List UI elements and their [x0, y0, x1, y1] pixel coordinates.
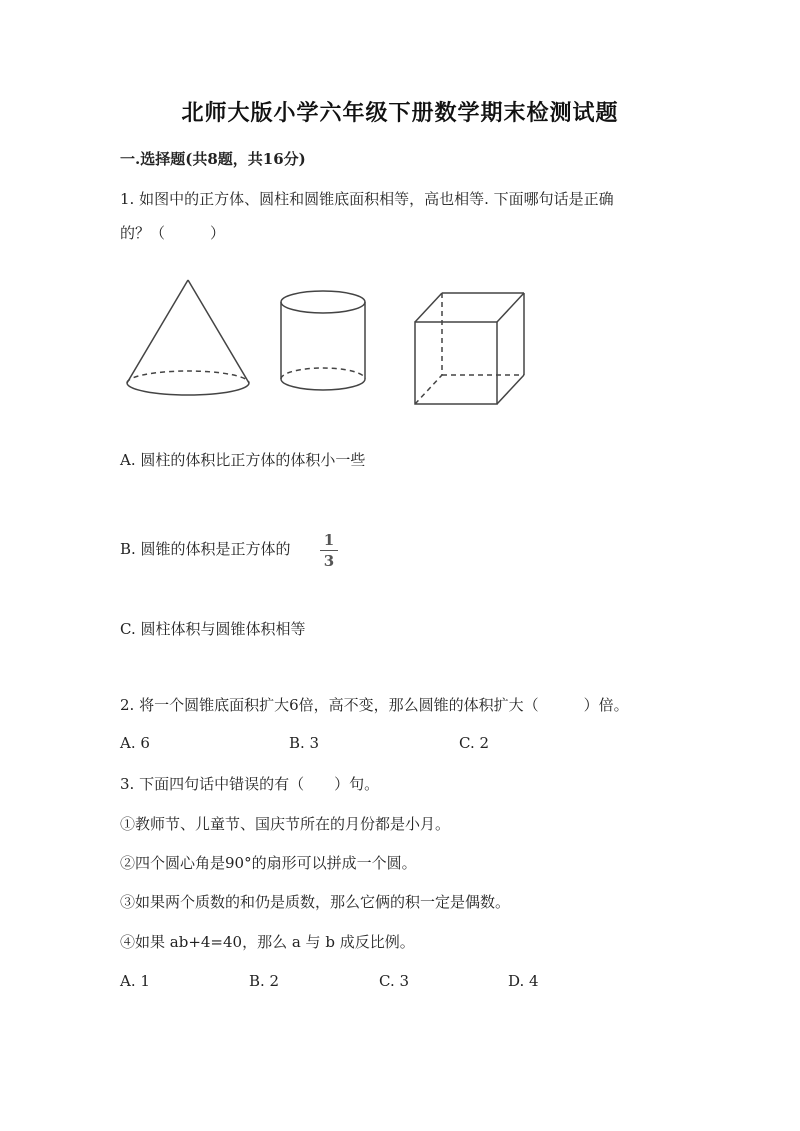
question-3-statement-2: ②四个圆心角是90°的扇形可以拼成一个圆。 [120, 854, 417, 872]
question-2-option-a: A. 6 [120, 734, 150, 752]
question-1-text-line1: 1. 如图中的正方体、圆柱和圆锥底面积相等，高也相等. 下面哪句话是正确 [120, 190, 614, 208]
question-1-option-b: B. 圆锥的体积是正方体的 [120, 540, 291, 558]
fraction-denominator: 3 [323, 552, 335, 570]
fraction-one-third [320, 533, 338, 569]
question-1-text-line2: 的？（ ） [120, 224, 226, 242]
question-3-text: 3. 下面四句话中错误的有（ ）句。 [120, 775, 380, 793]
cylinder-icon [281, 291, 365, 390]
cone-icon [127, 280, 249, 395]
question-2-option-b: B. 3 [289, 734, 320, 752]
question-2-text: 2. 将一个圆锥底面积扩大6倍，高不变，那么圆锥的体积扩大（ ）倍。 [120, 696, 629, 714]
question-3-statement-1: ①教师节、儿童节、国庆节所在的月份都是小月。 [120, 815, 451, 833]
question-3-statement-3: ③如果两个质数的和仍是质数，那么它俩的积一定是偶数。 [120, 893, 511, 911]
question-3-option-a: A. 1 [120, 972, 150, 990]
question-3-option-c: C. 3 [379, 972, 410, 990]
question-2-option-c: C. 2 [459, 734, 490, 752]
page-title: 北师大版小学六年级下册数学期末检测试题 [181, 100, 619, 126]
section-heading: 一.选择题(共8题，共16分) [120, 150, 306, 168]
cube-icon [415, 293, 524, 404]
fraction-numerator: 1 [323, 531, 335, 549]
question-1-option-a: A. 圆柱的体积比正方体的体积小一些 [120, 451, 366, 469]
question-3-statement-4: ④如果 ab+4=40，那么 a 与 b 成反比例。 [120, 933, 415, 951]
question-3-option-b: B. 2 [249, 972, 280, 990]
question-3-option-d: D. 4 [508, 972, 539, 990]
solid-figures [110, 275, 540, 415]
question-1-option-c: C. 圆柱体积与圆锥体积相等 [120, 620, 306, 638]
